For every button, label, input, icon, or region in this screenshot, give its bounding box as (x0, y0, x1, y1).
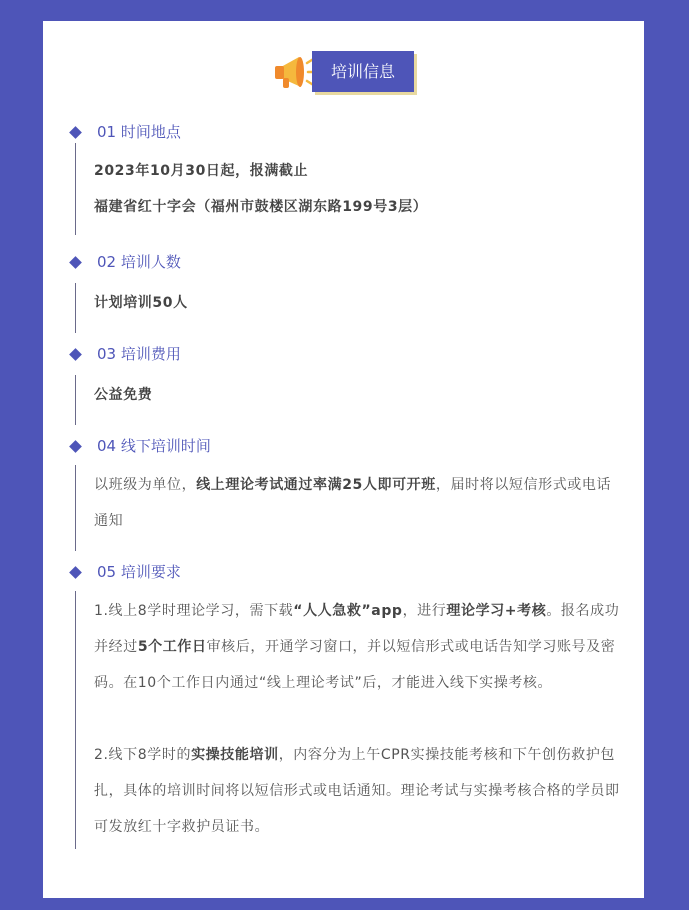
diamond-bullet-icon (69, 440, 82, 453)
section-title: 03 培训费用 (97, 345, 181, 363)
requirement-item-1 (94, 593, 624, 701)
paragraph-bold: 理论学习+考核 (446, 603, 547, 619)
section-paragraph (94, 467, 624, 539)
vertical-divider (75, 143, 76, 235)
paragraph-text: 2.线下8学时的 (94, 747, 192, 763)
section-title: 01 时间地点 (97, 123, 181, 141)
header-title: 培训信息 (312, 51, 414, 92)
paragraph-text: ，内容分为上午CPR实操技能考核和下午创伤救护包扎，具体的培训时间将以短信形式或电话通知。理论考试与实操考核合格的学员即可发放红十字救护员证书。 (94, 747, 620, 835)
vertical-divider (75, 465, 76, 551)
section-title: 04 线下培训时间 (97, 437, 211, 455)
section-line: 福建省红十字会（福州市鼓楼区湖东路199号3层） (94, 199, 428, 215)
content-card (43, 21, 644, 898)
section-title: 02 培训人数 (97, 253, 181, 271)
paragraph-text: 1.线上8学时理论学习，需下载 (94, 603, 294, 619)
diamond-bullet-icon (69, 126, 82, 139)
requirement-item-2 (94, 737, 624, 845)
paragraph-bold: 线上理论考试通过率满25人即可开班 (196, 477, 436, 493)
paragraph-text: ，进行 (402, 603, 447, 619)
paragraph-text: 审核后，开通学习窗口，并以短信形式或电话告知学习账号及密码。在10个工作日内通过“线上理论考试”后，才能进入线下实操考核。 (94, 639, 616, 691)
paragraph-text: ，届时将以短信形式或电话通知 (94, 477, 612, 529)
paragraph-bold: 5个工作日 (137, 639, 207, 655)
vertical-divider (75, 375, 76, 425)
vertical-divider (75, 591, 76, 849)
diamond-bullet-icon (69, 256, 82, 269)
section-line: 计划培训50人 (94, 295, 188, 311)
section-title: 05 培训要求 (97, 563, 181, 581)
paragraph-text: 。报名成功并经过 (94, 603, 620, 655)
paragraph-bold: “人人急救”app (293, 603, 403, 619)
paragraph-bold: 实操技能培训 (191, 747, 279, 763)
diamond-bullet-icon (69, 348, 82, 361)
diamond-bullet-icon (69, 566, 82, 579)
section-line: 2023年10月30日起，报满截止 (94, 163, 309, 179)
vertical-divider (75, 283, 76, 333)
section-line: 公益免费 (94, 387, 153, 403)
paragraph-text: 以班级为单位， (94, 477, 197, 493)
section-header (43, 51, 644, 95)
